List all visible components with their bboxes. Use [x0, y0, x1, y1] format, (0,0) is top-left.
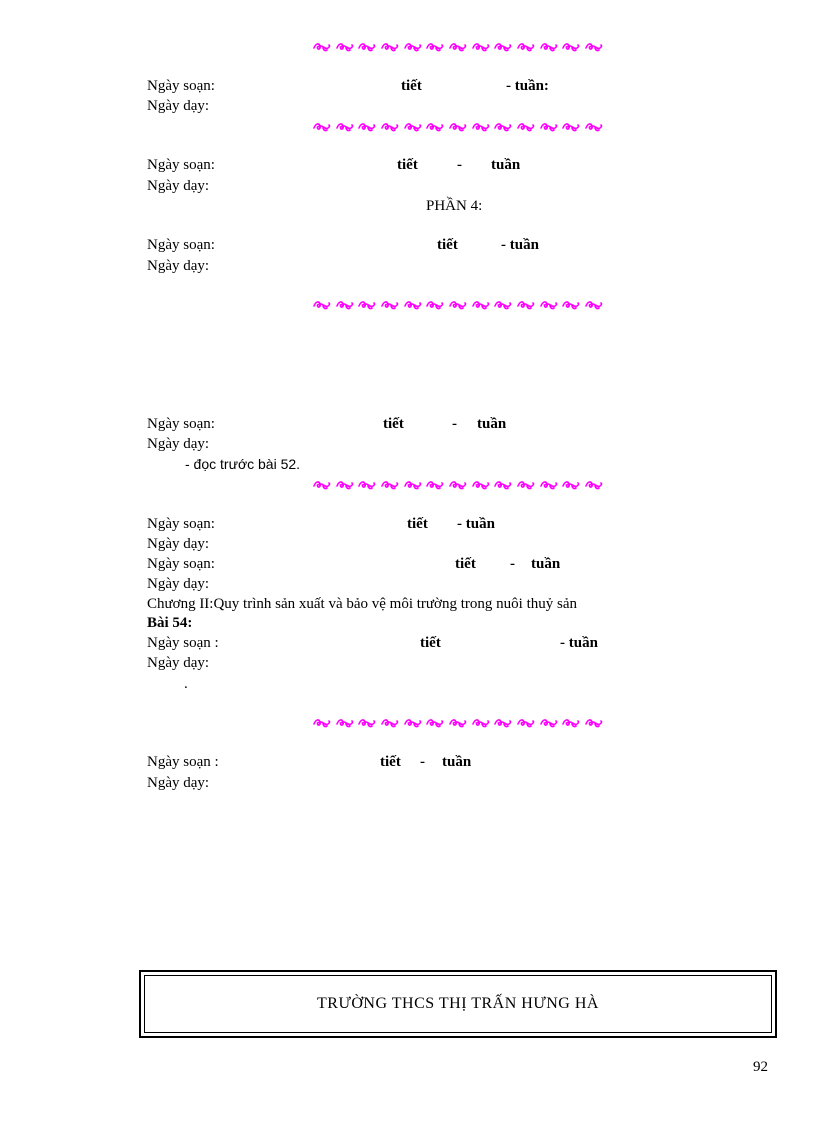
- vine-ornament-icon: [426, 122, 444, 132]
- vine-ornament-icon: [562, 42, 580, 52]
- ngay-day-label: Ngày dạy:: [147, 178, 210, 194]
- vine-ornament-icon: [562, 718, 580, 728]
- ornament-divider: [313, 120, 603, 134]
- tiet-label: tiết: [437, 237, 458, 253]
- ngay-soan-label: Ngày soạn:: [147, 516, 215, 532]
- vine-ornament-icon: [336, 122, 354, 132]
- vine-ornament-icon: [313, 718, 331, 728]
- vine-ornament-icon: [562, 122, 580, 132]
- ngay-soan-label: Ngày soạn :: [147, 754, 219, 770]
- tuan-label: tuần: [442, 754, 472, 770]
- ngay-soan-label: Ngày soạn:: [147, 78, 215, 94]
- vine-ornament-icon: [336, 42, 354, 52]
- vine-ornament-icon: [404, 718, 422, 728]
- vine-ornament-icon: [494, 718, 512, 728]
- vine-ornament-icon: [426, 718, 444, 728]
- dash-label: -: [452, 416, 457, 432]
- vine-ornament-icon: [562, 300, 580, 310]
- vine-ornament-icon: [313, 42, 331, 52]
- vine-ornament-icon: [585, 480, 603, 490]
- vine-ornament-icon: [494, 42, 512, 52]
- vine-ornament-icon: [472, 42, 490, 52]
- vine-ornament-icon: [585, 300, 603, 310]
- vine-ornament-icon: [585, 42, 603, 52]
- tuan-label: - tuần: [457, 516, 495, 532]
- vine-ornament-icon: [449, 480, 467, 490]
- vine-ornament-icon: [540, 718, 558, 728]
- vine-ornament-icon: [404, 122, 422, 132]
- footer-inner-frame: [144, 975, 772, 1033]
- dash-label: -: [420, 754, 425, 770]
- vine-ornament-icon: [358, 122, 376, 132]
- ornament-divider: [313, 298, 603, 312]
- vine-ornament-icon: [358, 718, 376, 728]
- dot-mark: .: [184, 676, 188, 692]
- footer-box: [139, 970, 777, 1038]
- tuan-label: - tuần: [501, 237, 539, 253]
- vine-ornament-icon: [472, 300, 490, 310]
- vine-ornament-icon: [494, 300, 512, 310]
- ngay-soan-label: Ngày soạn:: [147, 556, 215, 572]
- ngay-soan-label: Ngày soạn:: [147, 416, 215, 432]
- vine-ornament-icon: [381, 122, 399, 132]
- tiet-label: tiết: [407, 516, 428, 532]
- vine-ornament-icon: [449, 718, 467, 728]
- ngay-day-label: Ngày dạy:: [147, 775, 210, 791]
- vine-ornament-icon: [449, 122, 467, 132]
- tiet-label: tiết: [401, 78, 422, 94]
- vine-ornament-icon: [585, 122, 603, 132]
- vine-ornament-icon: [449, 42, 467, 52]
- ngay-day-label: Ngày dạy:: [147, 258, 210, 274]
- chapter-heading: Chương II:Quy trình sản xuất và bảo vệ môi trường trong nuôi thuỷ sản: [147, 596, 577, 612]
- vine-ornament-icon: [472, 480, 490, 490]
- reading-note: - đọc trước bài 52.: [185, 456, 301, 472]
- vine-ornament-icon: [494, 122, 512, 132]
- vine-ornament-icon: [404, 42, 422, 52]
- tuan-label: tuần: [477, 416, 507, 432]
- vine-ornament-icon: [404, 480, 422, 490]
- vine-ornament-icon: [313, 480, 331, 490]
- vine-ornament-icon: [540, 42, 558, 52]
- tuan-label: - tuần:: [506, 78, 549, 94]
- vine-ornament-icon: [517, 300, 535, 310]
- vine-ornament-icon: [426, 480, 444, 490]
- vine-ornament-icon: [540, 480, 558, 490]
- ornament-divider: [313, 40, 603, 54]
- vine-ornament-icon: [381, 42, 399, 52]
- tiet-label: tiết: [380, 754, 401, 770]
- ngay-day-label: Ngày dạy:: [147, 536, 210, 552]
- vine-ornament-icon: [358, 480, 376, 490]
- vine-ornament-icon: [585, 718, 603, 728]
- vine-ornament-icon: [313, 300, 331, 310]
- ngay-soan-label: Ngày soạn :: [147, 635, 219, 651]
- vine-ornament-icon: [472, 718, 490, 728]
- vine-ornament-icon: [381, 300, 399, 310]
- vine-ornament-icon: [336, 300, 354, 310]
- vine-ornament-icon: [381, 718, 399, 728]
- vine-ornament-icon: [562, 480, 580, 490]
- vine-ornament-icon: [449, 300, 467, 310]
- tuan-label: tuần: [531, 556, 561, 572]
- dash-label: -: [510, 556, 515, 572]
- vine-ornament-icon: [336, 718, 354, 728]
- ngay-soan-label: Ngày soạn:: [147, 157, 215, 173]
- ngay-day-label: Ngày dạy:: [147, 655, 210, 671]
- tuan-label: tuần: [491, 157, 521, 173]
- vine-ornament-icon: [404, 300, 422, 310]
- dash-label: -: [457, 157, 462, 173]
- vine-ornament-icon: [358, 300, 376, 310]
- ngay-day-label: Ngày dạy:: [147, 436, 210, 452]
- ngay-soan-label: Ngày soạn:: [147, 237, 215, 253]
- vine-ornament-icon: [426, 42, 444, 52]
- ngay-day-label: Ngày dạy:: [147, 576, 210, 592]
- vine-ornament-icon: [426, 300, 444, 310]
- part-heading: PHẦN 4:: [426, 198, 483, 214]
- ornament-divider: [313, 716, 603, 730]
- vine-ornament-icon: [540, 122, 558, 132]
- tiet-label: tiết: [383, 416, 404, 432]
- school-name: TRƯỜNG THCS THỊ TRẤN HƯNG HÀ: [317, 995, 599, 1012]
- vine-ornament-icon: [517, 718, 535, 728]
- vine-ornament-icon: [494, 480, 512, 490]
- vine-ornament-icon: [358, 42, 376, 52]
- vine-ornament-icon: [336, 480, 354, 490]
- tiet-label: tiết: [420, 635, 441, 651]
- tiet-label: tiết: [455, 556, 476, 572]
- vine-ornament-icon: [517, 42, 535, 52]
- vine-ornament-icon: [472, 122, 490, 132]
- vine-ornament-icon: [540, 300, 558, 310]
- page-number: 92: [753, 1059, 768, 1075]
- tiet-label: tiết: [397, 157, 418, 173]
- ngay-day-label: Ngày dạy:: [147, 98, 210, 114]
- vine-ornament-icon: [517, 122, 535, 132]
- vine-ornament-icon: [313, 122, 331, 132]
- vine-ornament-icon: [517, 480, 535, 490]
- tuan-label: - tuần: [560, 635, 598, 651]
- vine-ornament-icon: [381, 480, 399, 490]
- ornament-divider: [313, 478, 603, 492]
- lesson-heading: Bài 54:: [147, 615, 193, 631]
